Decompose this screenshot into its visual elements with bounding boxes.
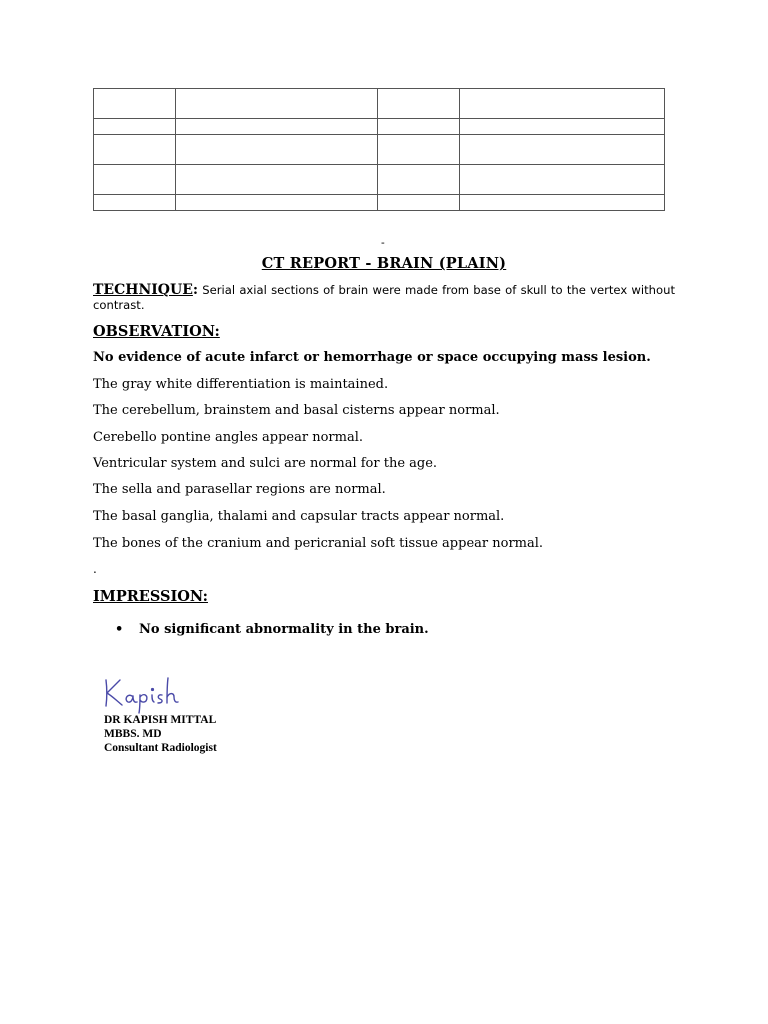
table-cell [460, 165, 665, 195]
impression-heading: IMPRESSION: [93, 588, 208, 605]
observation-line: The gray white differentiation is maintained. [93, 377, 389, 392]
impression-item [115, 622, 429, 637]
table-row [94, 195, 665, 211]
table-cell [94, 195, 176, 211]
table-cell [176, 195, 378, 211]
bullet-icon: • [115, 622, 124, 637]
table-row [94, 119, 665, 135]
table-cell [176, 135, 378, 165]
table-cell [378, 119, 460, 135]
technique-colon: : [192, 282, 199, 298]
doctor-role: Consultant Radiologist [104, 742, 217, 754]
table-cell [460, 135, 665, 165]
table-cell [94, 119, 176, 135]
doctor-name: DR KAPISH MITTAL [104, 714, 217, 726]
table-cell [460, 89, 665, 119]
table-row [94, 165, 665, 195]
table-cell [94, 89, 176, 119]
observation-line: The cerebellum, brainstem and basal cisterns appear normal. [93, 403, 500, 418]
separator-dash: - [381, 236, 385, 249]
table-cell [94, 135, 176, 165]
table-cell [460, 119, 665, 135]
table-cell [94, 165, 176, 195]
table-cell [378, 89, 460, 119]
observation-line: Cerebello pontine angles appear normal. [93, 430, 364, 445]
handwritten-signature [98, 672, 198, 714]
table-cell [176, 89, 378, 119]
table-row [94, 89, 665, 119]
table-cell [378, 135, 460, 165]
table-row [94, 135, 665, 165]
table-cell [176, 165, 378, 195]
observation-line: The bones of the cranium and pericranial soft tissue appear normal. [93, 536, 544, 551]
observation-lead: No evidence of acute infarct or hemorrhage or space occupying mass lesion. [93, 350, 651, 365]
observation-heading: OBSERVATION: [93, 323, 220, 340]
technique-label: TECHNIQUE [93, 282, 193, 298]
doctor-degree: MBBS. MD [104, 728, 162, 740]
technique-paragraph [93, 283, 675, 313]
observation-line: Ventricular system and sulci are normal for the age. [93, 456, 438, 471]
table-cell [378, 195, 460, 211]
patient-details-table [93, 88, 665, 211]
table-cell [460, 195, 665, 211]
technique-text: Serial axial sections of brain were made from base of skull to the vertex without contrast. [93, 283, 675, 312]
impression-text: No significant abnormality in the brain. [139, 622, 429, 637]
table-cell [378, 165, 460, 195]
report-title: CT REPORT - BRAIN (PLAIN) [261, 255, 507, 272]
observation-line: The basal ganglia, thalami and capsular tracts appear normal. [93, 509, 505, 524]
observation-line: The sella and parasellar regions are normal. [93, 482, 386, 497]
stray-period: . [93, 562, 97, 576]
table-cell [176, 119, 378, 135]
